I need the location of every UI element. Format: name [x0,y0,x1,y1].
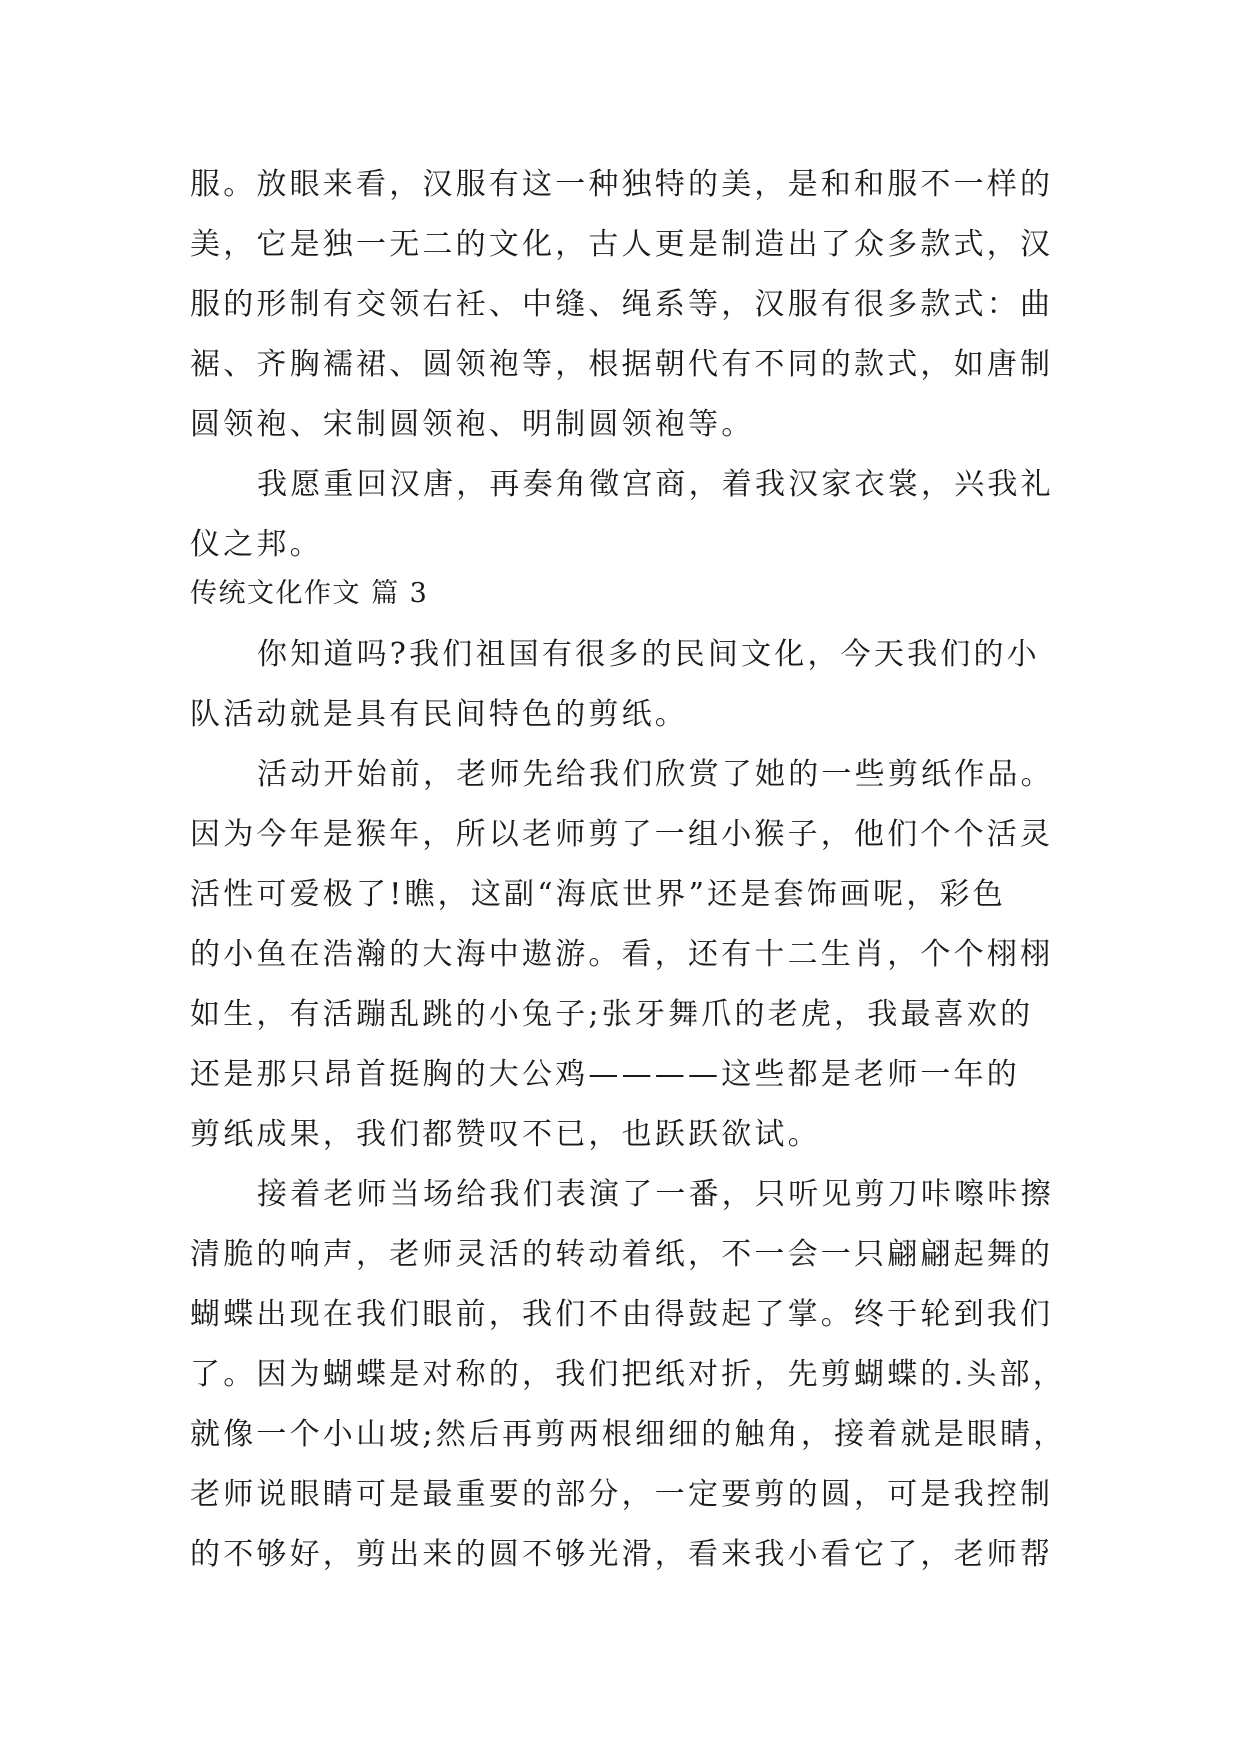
text-line: 你知道吗?我们祖国有很多的民间文化，今天我们的小 [257,637,1040,672]
text-line: 蝴蝶出现在我们眼前，我们不由得鼓起了掌。终于轮到我们 [190,1297,1054,1332]
text-line: 我愿重回汉唐，再奏角徵宫商，着我汉家衣裳，兴我礼 [257,467,1054,502]
text-line: 队活动就是具有民间特色的剪纸。 [190,697,688,732]
text-line: 了。因为蝴蝶是对称的，我们把纸对折，先剪蝴蝶的.头部， [190,1357,1066,1392]
text-line: 的小鱼在浩瀚的大海中遨游。看，还有十二生肖，个个栩栩 [190,937,1054,972]
text-line: 服的形制有交领右衽、中缝、绳系等，汉服有很多款式：曲 [190,287,1054,322]
text-line: 裾、齐胸襦裙、圆领袍等，根据朝代有不同的款式，如唐制 [190,347,1054,382]
text-line: 老师说眼睛可是最重要的部分，一定要剪的圆，可是我控制 [190,1477,1054,1512]
text-line: 清脆的响声，老师灵活的转动着纸，不一会一只翩翩起舞的 [190,1237,1054,1272]
text-line: 接着老师当场给我们表演了一番，只听见剪刀咔嚓咔擦 [257,1177,1054,1212]
section-title: 传统文化作文 篇 3 [190,578,429,609]
text-line: 因为今年是猴年，所以老师剪了一组小猴子，他们个个活灵 [190,817,1054,852]
text-line: 如生，有活蹦乱跳的小兔子;张牙舞爪的老虎，我最喜欢的 [190,997,1034,1032]
text-line: 圆领袍、宋制圆领袍、明制圆领袍等。 [190,407,755,442]
text-line: 活性可爱极了!瞧，这副“海底世界”还是套饰画呢，彩色 [190,877,1006,912]
text-line: 美，它是独一无二的文化，古人更是制造出了众多款式，汉 [190,227,1054,262]
text-line: 活动开始前，老师先给我们欣赏了她的一些剪纸作品。 [257,757,1054,792]
text-line: 剪纸成果，我们都赞叹不已，也跃跃欲试。 [190,1117,821,1152]
text-line: 的不够好，剪出来的圆不够光滑，看来我小看它了，老师帮 [190,1537,1054,1572]
text-line: 就像一个小山坡;然后再剪两根细细的触角，接着就是眼睛， [190,1417,1067,1452]
text-line: 仪之邦。 [190,527,323,562]
text-line: 还是那只昂首挺胸的大公鸡————这些都是老师一年的 [190,1057,1020,1092]
text-line: 服。放眼来看，汉服有这一种独特的美，是和和服不一样的 [190,167,1054,202]
